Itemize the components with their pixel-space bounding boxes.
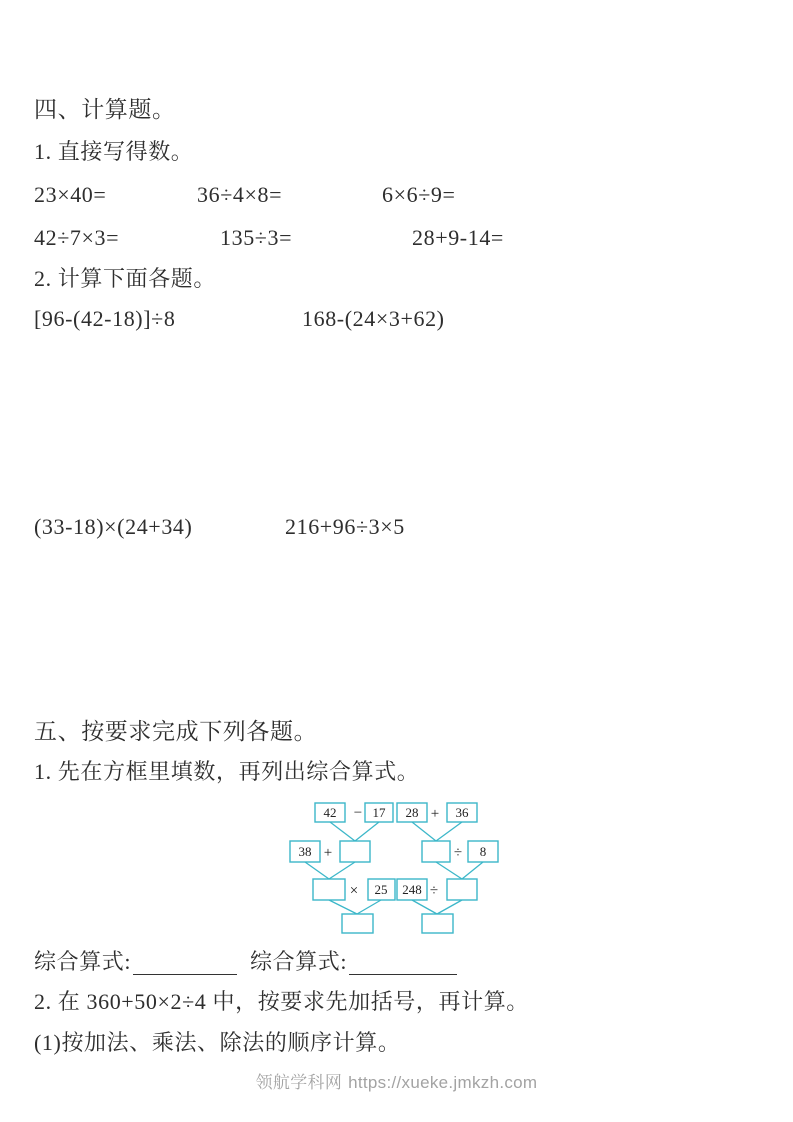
diagram-value: 25 [374, 882, 388, 897]
answer1-label: 综合算式: [34, 949, 132, 974]
times-operator: × [349, 883, 359, 899]
diagram-value: 42 [323, 805, 337, 820]
connector-line [329, 862, 355, 879]
section4-q2-title: 2. 计算下面各题。 [34, 266, 217, 291]
answer-group-2 [250, 949, 457, 975]
diagram-fill-box [340, 841, 370, 862]
plus-operator: + [323, 845, 333, 861]
footer-watermark [0, 1068, 793, 1093]
connector-line [357, 900, 381, 914]
diagram-value: 36 [455, 805, 469, 820]
section5-title: 五、按要求完成下列各题。 [34, 719, 318, 744]
number-chain-diagram [281, 797, 541, 939]
connector-line [462, 862, 483, 879]
math-expression: [96-(42-18)]÷8 [34, 306, 176, 331]
diagram-value: 8 [479, 844, 487, 859]
math-expression: (33-18)×(24+34) [34, 514, 193, 539]
minus-operator: − [353, 805, 363, 821]
section4-title: 四、计算题。 [34, 97, 176, 122]
connector-line [437, 900, 462, 914]
divide-operator: ÷ [429, 883, 439, 899]
diagram-value: 17 [372, 805, 386, 820]
connector-line [412, 900, 437, 914]
connector-line [329, 900, 357, 914]
answer1-blank-line [133, 952, 237, 975]
diagram-fill-box [422, 914, 453, 933]
diagram-fill-box [342, 914, 373, 933]
math-expression: 36÷4×8= [197, 182, 283, 207]
connector-line [436, 862, 462, 879]
connector-line [436, 822, 462, 841]
section5-q2-title: 2. 在 360+50×2÷4 中，按要求先加括号，再计算。 [34, 989, 529, 1014]
answer-group-1 [34, 949, 237, 975]
connector-line [412, 822, 436, 841]
math-expression: 135÷3= [220, 225, 293, 250]
math-expression: 28+9-14= [412, 225, 504, 250]
section4-q1-title: 1. 直接写得数。 [34, 139, 194, 164]
answer2-blank-line [349, 952, 457, 975]
diagram-value: 248 [402, 882, 422, 897]
diagram-value: 28 [405, 805, 419, 820]
math-expression: 216+96÷3×5 [285, 514, 405, 539]
footer-site-name: 领航学科网 [255, 1073, 343, 1092]
connector-line [355, 822, 379, 841]
diagram-value: 38 [298, 844, 312, 859]
math-expression: 23×40= [34, 182, 107, 207]
math-expression: 42÷7×3= [34, 225, 120, 250]
diagram-fill-box [447, 879, 477, 900]
answer2-label: 综合算式: [250, 949, 348, 974]
divide-operator: ÷ [453, 845, 463, 861]
footer-url: https://xueke.jmkzh.com [348, 1073, 538, 1092]
math-expression: 6×6÷9= [382, 182, 456, 207]
section5-q2-part1: (1)按加法、乘法、除法的顺序计算。 [34, 1030, 401, 1055]
connector-line [330, 822, 355, 841]
diagram-fill-box [313, 879, 345, 900]
plus-operator: + [430, 806, 440, 822]
math-expression: 168-(24×3+62) [302, 306, 445, 331]
section5-q1-title: 1. 先在方框里填数，再列出综合算式。 [34, 759, 420, 784]
diagram-fill-box [422, 841, 450, 862]
connector-line [305, 862, 329, 879]
